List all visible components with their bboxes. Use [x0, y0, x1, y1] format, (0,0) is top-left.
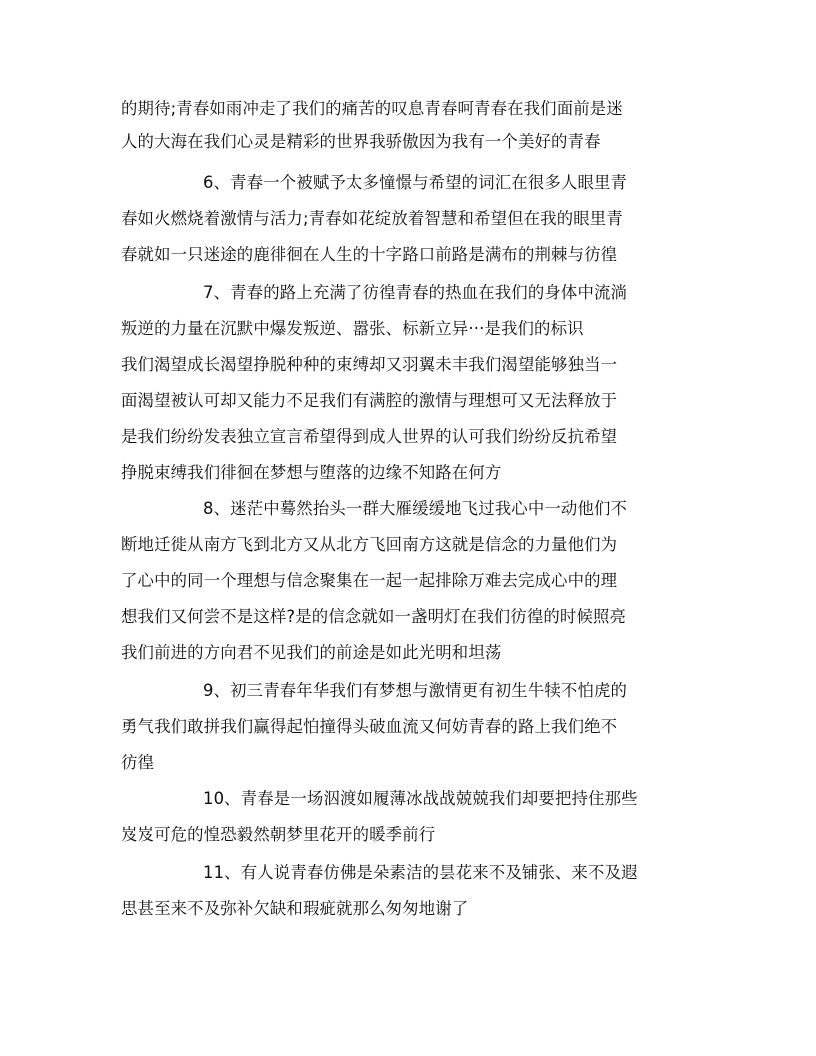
- paragraph-line: 岌岌可危的惶恐毅然朝梦里花开的暖季前行: [121, 825, 436, 844]
- paragraph-line: 春就如一只迷途的鹿徘徊在人生的十字路口前路是满布的荆棘与彷徨: [121, 245, 618, 264]
- paragraph-line: 9、初三青春年华我们有梦想与激情更有初生牛犊不怕虎的: [203, 681, 628, 700]
- paragraph-line: 我们渴望成长渴望挣脱种种的束缚却又羽翼未丰我们渴望能够独当一: [121, 355, 618, 374]
- paragraph-line: 叛逆的力量在沉默中爆发叛逆、嚣张、标新立异···是我们的标识: [121, 319, 584, 338]
- paragraph-line: 7、青春的路上充满了彷徨青春的热血在我们的身体中流淌: [203, 283, 628, 302]
- paragraph-line: 人的大海在我们心灵是精彩的世界我骄傲因为我有一个美好的青春: [121, 132, 601, 151]
- paragraph-line: 面渴望被认可却又能力不足我们有满腔的激情与理想可又无法释放于: [121, 391, 618, 410]
- paragraph-line: 的期待;青春如雨冲走了我们的痛苦的叹息青春呵青春在我们面前是迷: [121, 99, 623, 118]
- paragraph-line: 10、青春是一场泅渡如履薄冰战战兢兢我们却要把持住那些: [203, 789, 638, 808]
- paragraph-line: 11、有人说青春仿佛是朵素洁的昙花来不及铺张、来不及遐: [203, 863, 638, 882]
- paragraph-line: 我们前进的方向君不见我们的前途是如此光明和坦荡: [121, 643, 502, 662]
- paragraph-line: 8、迷茫中蓦然抬头一群大雁缓缓地飞过我心中一动他们不: [203, 499, 628, 518]
- paragraph-line: 彷徨: [121, 753, 155, 772]
- paragraph-line: 6、青春一个被赋予太多憧憬与希望的词汇在很多人眼里青: [203, 173, 628, 192]
- paragraph-line: 勇气我们敢拼我们赢得起怕撞得头破血流又何妨青春的路上我们绝不: [121, 717, 618, 736]
- paragraph-line: 春如火燃烧着激情与活力;青春如花绽放着智慧和希望但在我的眼里青: [121, 209, 623, 228]
- paragraph-line: 挣脱束缚我们徘徊在梦想与堕落的边缘不知路在何方: [121, 463, 502, 482]
- paragraph-line: 断地迁徙从南方飞到北方又从北方飞回南方这就是信念的力量他们为: [121, 535, 618, 554]
- paragraph-line: 是我们纷纷发表独立宣言希望得到成人世界的认可我们纷纷反抗希望: [121, 427, 618, 446]
- paragraph-line: 了心中的同一个理想与信念聚集在一起一起排除万难去完成心中的理: [121, 571, 618, 590]
- paragraph-line: 想我们又何尝不是这样?是的信念就如一盏明灯在我们彷徨的时候照亮: [121, 607, 627, 626]
- paragraph-line: 思甚至来不及弥补欠缺和瑕疵就那么匆匆地谢了: [121, 899, 469, 918]
